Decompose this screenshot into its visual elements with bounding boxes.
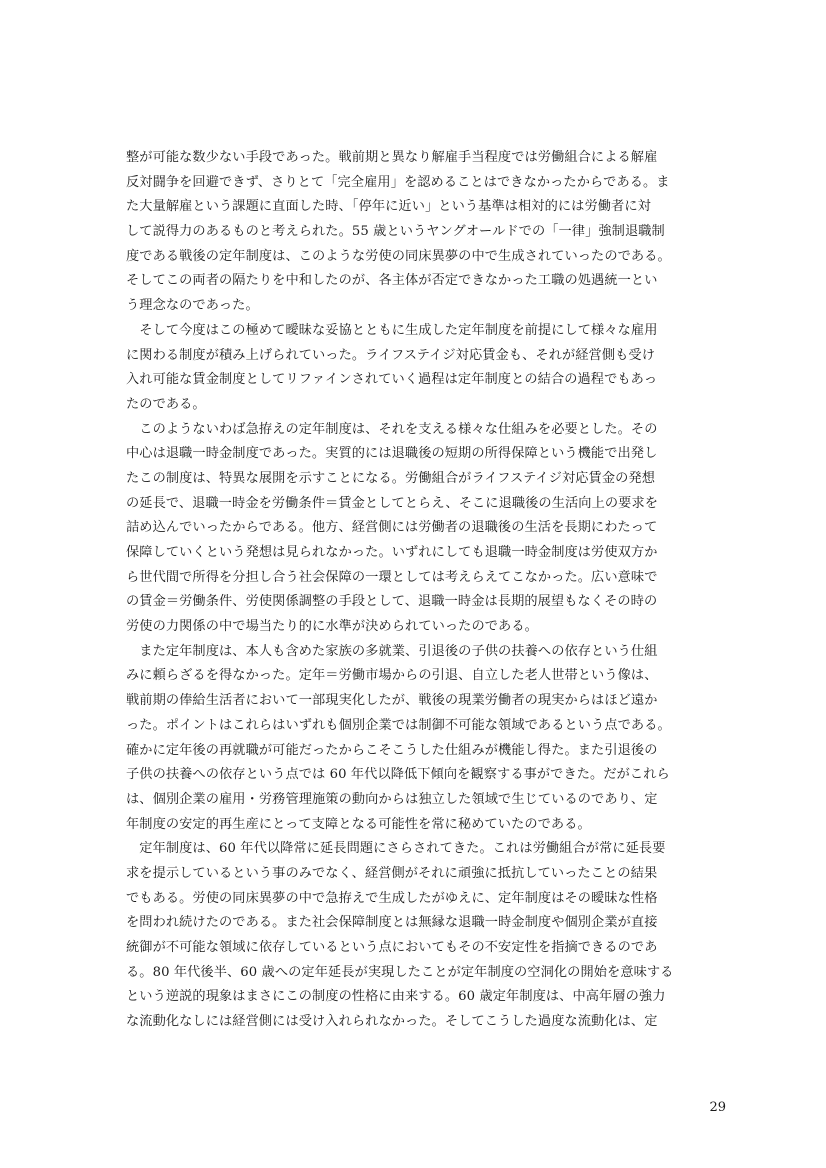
text-line: 戦前期の俸給生活者において一部現実化したが、戦後の現業労働者の現実からはほど遠か <box>126 693 658 709</box>
text-line: は、個別企業の雇用・労務管理施策の動向からは独立した領域で生じているのであり、定 <box>126 791 658 807</box>
text-line: 子供の扶養への依存という点では 60 年代以降低下傾向を観察する事ができた。だがこれら <box>126 767 670 783</box>
page-number: 29 <box>709 1100 726 1115</box>
text-line: に関わる制度が積み上げられていった。ライフステイジ対応賃金も、それが経営側も受け <box>126 347 655 363</box>
text-line: 統御が不可能な領域に依存しているという点においてもその不安定性を指摘できるのであ <box>126 940 658 955</box>
text-line: 詰め込んでいったからである。他方、経営側には労働者の退職後の生活を長期にわたって <box>126 520 658 536</box>
text-line: みに頼らざるを得なかった。定年＝労働市場からの引退、自立した老人世帯という像は、 <box>126 668 658 684</box>
text-line: う理念なのであった。 <box>126 298 259 314</box>
text-line: った。ポイントはこれらはいずれも個別企業では制御不可能な領域であるという点である。 <box>126 717 671 733</box>
text-line: 労使の力関係の中で場当たり的に水準が決められていったのである。 <box>126 619 538 635</box>
text-line: 確かに定年後の再就職が可能だったからこそこうした仕組みが機能し得た。また引退後の <box>126 742 658 758</box>
text-line: また定年制度は、本人も含めた家族の多就業、引退後の子供の扶養への依存という仕組 <box>126 643 658 659</box>
text-line: でもある。労使の同床異夢の中で急拵えで生成したがゆえに、定年制度はその曖昧な性格 <box>126 890 658 906</box>
text-line: た大量解雇という課題に直面した時、「停年に近い」という基準は相対的には労働者に対 <box>126 199 651 215</box>
text-line: 求を提示しているという事のみでなく、経営側がそれに頑強に抵抗していったことの結果 <box>126 865 658 881</box>
text-line: そして今度はこの極めて曖昧な妥協とともに生成した定年制度を前提にして様々な雇用 <box>126 322 658 338</box>
text-line: 保障していくという発想は見られなかった。いずれにしても退職一時金制度は労使双方か <box>126 545 658 560</box>
body-text <box>126 146 726 1035</box>
text-line: の延長で、退職一時金を労働条件＝賃金としてとらえ、そこに退職後の生活向上の要求を <box>126 495 659 511</box>
text-line: 度である戦後の定年制度は、このような労使の同床異夢の中で生成されていったのである。 <box>126 248 671 264</box>
text-line: して説得力のあるものと考えられた。55 歳というヤングオールドでの「一律」強制退職制 <box>126 224 665 240</box>
text-line: という逆説的現象はまさにこの制度の性格に由来する。60 歳定年制度は、中高年層の強力 <box>126 989 666 1005</box>
text-line: ら世代間で所得を分担し合う社会保障の一環としては考えらえてこなかった。広い意味で <box>126 569 658 585</box>
text-line: る。80 年代後半、60 歳への定年延長が実現したことが定年制度の空洞化の開始を意味する <box>126 964 674 980</box>
text-line: そしてこの両者の隔たりを中和したのが、各主体が否定できなかった工職の処遇統一とい <box>126 273 658 289</box>
text-line: たのである。 <box>126 396 206 412</box>
text-line: 年制度の安定的再生産にとって支障となる可能性を常に秘めていたのである。 <box>126 816 591 832</box>
text-line: な流動化なしには経営側には受け入れられなかった。そしてこうした過度な流動化は、定 <box>126 1014 658 1030</box>
text-line: このようないわば急拵えの定年制度は、それを支える様々な仕組みを必要とした。その <box>126 421 658 437</box>
text-line: 整が可能な数少ない手段であった。戦前期と異なり解雇手当程度では労働組合による解雇 <box>126 150 658 165</box>
text-line: 反対闘争を回避できず、さりとて「完全雇用」を認めることはできなかったからである。ま <box>126 174 670 190</box>
text-line: の賃金＝労働条件、労使関係調整の手段として、退職一時金は長期的展望もなくその時の <box>126 594 658 610</box>
text-line: を問われ続けたのである。また社会保障制度とは無縁な退職一時金制度や個別企業が直接 <box>126 915 658 931</box>
text-line: たこの制度は、特異な展開を示すことになる。労働組合がライフステイジ対応賃金の発想 <box>126 470 655 486</box>
text-line: 入れ可能な賃金制度としてリファインされていく過程は定年制度との結合の過程でもあっ <box>126 372 658 388</box>
text-line: 定年制度は、60 年代以降常に延長問題にさらされてきた。これは労働組合が常に延長要 <box>126 841 666 857</box>
text-line: 中心は退職一時金制度であった。実質的には退職後の短期の所得保障という機能で出発し <box>126 446 658 462</box>
